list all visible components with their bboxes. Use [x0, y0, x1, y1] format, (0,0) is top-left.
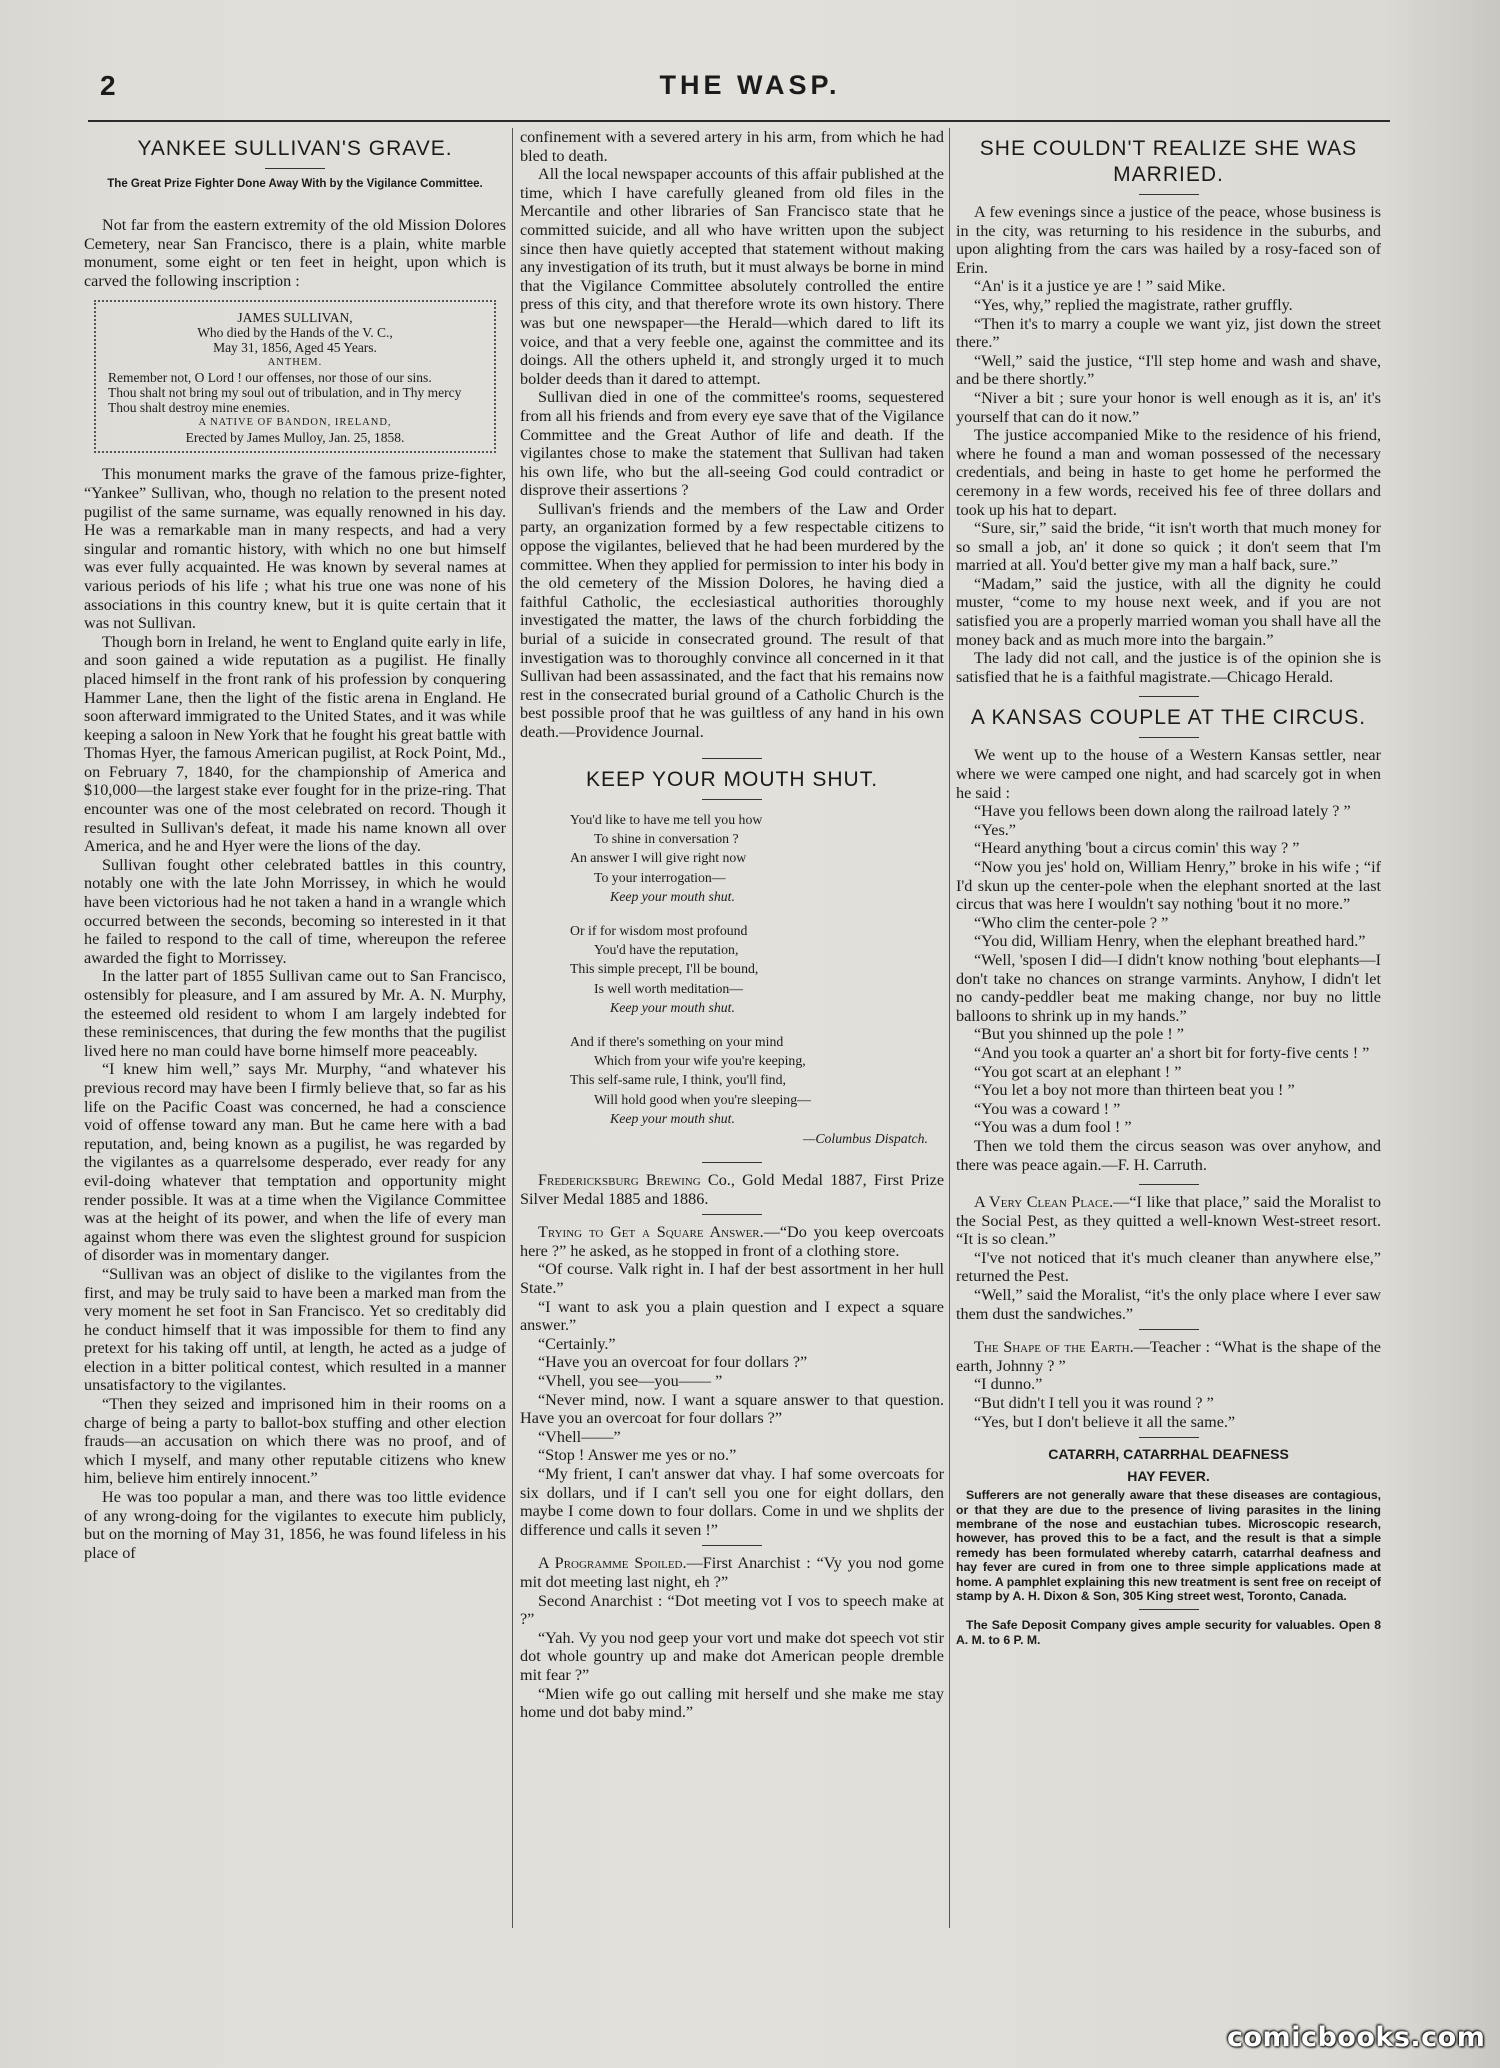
square-answer-item — [520, 1223, 944, 1539]
paragraph: Sullivan fought other celebrated battles in this country, notably one with the late John Morrissey, in which he would have been victorious had he not taken a hand in a wrangle which occurred between the seconds, becoming so interested in it that he failed to respond to the call of time, whereupon the referee awarded the fight to Morrissey. — [84, 855, 506, 967]
paragraph: “And you took a quarter an' a short bit for forty-five cents ! ” — [974, 1043, 1370, 1062]
paragraph: “Heard anything 'bout a circus comin' this way ? ” — [974, 839, 1300, 858]
paragraph: “Of course. Valk right in. I haf der best assortment in her hull State.” — [520, 1260, 944, 1298]
kansas-title: A KANSAS COUPLE AT THE CIRCUS. — [970, 706, 1367, 730]
safe-deposit-ad — [956, 1618, 1381, 1647]
poem-line: An answer I will give right now — [570, 850, 747, 866]
poem-line: Is well worth meditation— — [594, 980, 744, 996]
paragraph: The lady did not call, and the justice is of the opinion she is satisfied that he is a faithful magistrate.—Chicago Herald. — [956, 649, 1381, 686]
column-divider — [949, 128, 950, 1928]
item-text: —Teacher : “What is the shape of the earth, Johnny ? ” — [956, 1338, 1381, 1375]
inscription-text: Thou shalt not bring my soul out of tribulation, and in Thy mercy Thou shalt destroy mine enemies. — [108, 385, 462, 416]
clean-place-item — [956, 1193, 1381, 1323]
paragraph: “Then they seized and imprisoned him in their rooms on a charge of being a party to ballot-box stuffing and other election frauds—an accusation on which there was no proof, and of which I myself, and many other reputable citizens who knew him, believe him entirely innocent.” — [84, 1395, 506, 1488]
inscription-text: Remember not, O Lord ! our offenses, nor those of our sins. — [108, 370, 432, 386]
item-text: —First Anarchist : “Vy you nod gome mit dot meeting last night, eh ?” — [520, 1554, 944, 1591]
safe-deposit-text: The Safe Deposit Company gives ample security for valuables. Open 8 A. M. to 6 P. M. — [956, 1618, 1381, 1647]
paragraph: “I dunno.” — [974, 1375, 1043, 1394]
paragraph: confinement with a severed artery in his arm, from which he had bled to death. — [520, 128, 944, 165]
paragraph: “Yah. Vy you nod geep your vort und make dot speech vot stir dot whole gountry up and make dot American people dremble mit fear ?” — [520, 1628, 944, 1684]
inscription-erected: Erected by James Mulloy, Jan. 25, 1858. — [185, 430, 405, 446]
inscription-box — [94, 300, 496, 453]
paragraph: Second Anarchist : “Dot meeting vot I vos to speech make at ?” — [520, 1591, 944, 1629]
paragraph: Then we told them the circus season was over anyhow, and there was peace again.—F. H. Carruth. — [956, 1136, 1381, 1174]
paragraph: “Now you jes' hold on, William Henry,” broke in his wife ; “if I'd skun up the center-pole when the elephant snorted at the last circus that was here I wouldn't say nothing 'bout it no more.” — [956, 858, 1381, 914]
inscription-line: May 31, 1856, Aged 45 Years. — [213, 340, 377, 356]
paragraph: “My frient, I can't answer dat vhay. I haf some overcoats for six dollars, und if I can't sell you one for eight dollars, den maybe I come down to four dollars. Come in und we shplits der difference und calls it seven !” — [520, 1465, 944, 1539]
paragraph: “You was a coward ! ” — [974, 1099, 1121, 1118]
paragraph: Sullivan died in one of the committee's rooms, sequestered from all his friends and from every eye save that of the Vigilance Committee and the Great Author of life and death. If the vigilantes chose to make the statement that Sullivan had taken his own life, who but the all-seeing God could contradict or disprove their assertions ? — [520, 388, 944, 500]
brewing-text: Co., Gold Medal 1887, First Prize Silver Medal 1885 and 1886. — [520, 1171, 944, 1208]
paragraph: “Sullivan was an object of dislike to the vigilantes from the first, and may be truly said to have been a marked man from the very moment he set foot in San Francisco. Yet so creditably did he conduct himself that it was impossible for them to find any pretext for his taking off until, at length, he acted as a judge of election in a bitter political contest, which resulted in a manner unsatisfactory to the vigilantes. — [84, 1264, 506, 1395]
item-lead: Trying to Get a Square Answer. — [538, 1223, 764, 1242]
paragraph: “But didn't I tell you it was round ? ” — [974, 1394, 1214, 1413]
header-rule — [88, 120, 1390, 122]
paragraph: “But you shinned up the pole ! ” — [974, 1025, 1184, 1044]
paragraph: Not far from the eastern extremity of the old Mission Dolores Cemetery, near San Francisco, there is a plain, white marble monument, some eight or ten feet in height, upon which is carved the following inscription : — [84, 216, 506, 290]
paragraph: “Have you fellows been down along the railroad lately ? ” — [974, 802, 1351, 821]
kansas-article — [956, 746, 1381, 1174]
paragraph: “I want to ask you a plain question and I expect a square answer.” — [520, 1297, 944, 1335]
title-rule — [1139, 194, 1199, 195]
paragraph: “You was a dum fool ! ” — [974, 1118, 1132, 1137]
poem-line: This simple precept, I'll be bound, — [570, 961, 759, 977]
paragraph: “I've not noticed that it's much cleaner than anywhere else,” returned the Pest. — [956, 1248, 1381, 1286]
section-rule — [1139, 1437, 1199, 1438]
poem-line: You'd like to have me tell you how — [570, 811, 763, 827]
poem — [570, 810, 944, 1149]
poem-refrain: Keep your mouth shut. — [610, 1111, 735, 1127]
paragraph: “Who clim the center-pole ? ” — [974, 913, 1169, 932]
title-rule — [265, 168, 325, 169]
paragraph: “Vhell——” — [538, 1427, 621, 1446]
poem-line: This self-same rule, I think, you'll find, — [570, 1072, 786, 1088]
brewing-notice — [520, 1171, 944, 1208]
paragraph: “Well,” said the Moralist, “it's the only place where I ever saw them dust the sandwiches.” — [956, 1286, 1381, 1323]
paragraph: “You got scart at an elephant ! ” — [974, 1062, 1182, 1081]
article-title: YANKEE SULLIVAN'S GRAVE. — [137, 137, 453, 160]
paragraph: We went up to the house of a Western Kansas settler, near where we were camped one night, and had scarcely got in when he said : — [956, 746, 1381, 802]
poem-line: To your interrogation— — [594, 869, 726, 885]
inscription-native: A NATIVE OF BANDON, IRELAND, — [198, 417, 392, 429]
paragraph: “Then it's to marry a couple we want yiz, jist down the street there.” — [956, 314, 1381, 352]
paragraph: “Madam,” said the justice, with all the dignity he could muster, “come to my house next week, and if you are not satisfied you are a properly married woman you shall have all the money back and as much more into the bargain.” — [956, 574, 1381, 649]
article-subtitle: The Great Prize Fighter Done Away With by the Vigilance Committee. — [107, 178, 483, 190]
article-body — [84, 465, 506, 1562]
paragraph: “Have you an overcoat for four dollars ?” — [538, 1353, 808, 1372]
section-rule — [702, 1214, 762, 1215]
married-title: SHE COULDN'T REALIZE SHE WAS MARRIED. — [979, 137, 1358, 186]
masthead: THE WASP. — [659, 70, 841, 100]
paragraph: The justice accompanied Mike to the residence of his friend, where he found a man and woman possessed of the necessary credentials, and being in haste to get home he performed the ceremony in a few words, received his fee of three dollars and took up his hat to depart. — [956, 426, 1381, 519]
poem-refrain: Keep your mouth shut. — [610, 1000, 735, 1016]
paragraph: “Yes.” — [974, 820, 1016, 839]
paragraph: “You let a boy not more than thirteen beat you ! ” — [974, 1081, 1295, 1100]
catarrh-text: Sufferers are not generally aware that these diseases are contagious, or that they are due to the presence of living parasites in the lining membrane of the nose and eustachian tubes. Microscopic research, however, has proved this to be a fact, and the result is that a simple remedy has been formulated whereby catarrh, catarrhal deafness and hay fever are cured in from one to three simple applications made at home. A pamphlet explaining this new treatment is sent free on receipt of stamp by A. H. Dixon & Son, 305 King street west, Toronto, Canada. — [956, 1488, 1381, 1604]
poem-line: Which from your wife you're keeping, — [594, 1053, 806, 1069]
section-rule — [702, 1545, 762, 1546]
paragraph: Sullivan's friends and the members of the Law and Order party, an organization formed by a few respectable citizens to oppose the vigilantes, believed that he had been murdered by the committee. When they applied for permission to inter his body in the old cemetery of the Mission Dolores, he having died a faithful Catholic, the ecclesiastical authorities thoroughly investigated the matter, the laws of the church forbidding the burial of a suicide in consecrated ground. The result of that investigation was to thoroughly convince all concerned in it that Sullivan had been assassinated, and the fact that his remains now rest in the consecrated burial ground of a Catholic Church is the best possible proof that he was guiltless of any hand in his own death.—Providence Journal. — [520, 499, 944, 741]
column-divider — [512, 128, 513, 1928]
poem-line: Will hold good when you're sleeping— — [594, 1091, 811, 1107]
item-lead: A Programme Spoiled. — [538, 1554, 687, 1573]
paragraph: “Well,” said the justice, “I'll step home and wash and shave, and be there shortly.” — [956, 351, 1381, 389]
column-1 — [84, 128, 506, 2068]
section-rule — [1139, 1609, 1199, 1610]
married-article — [956, 203, 1381, 686]
title-rule — [702, 799, 762, 800]
paragraph: “An' is it a justice ye are ! ” said Mike. — [974, 277, 1226, 296]
paragraph: “You did, William Henry, when the elephant breathed hard.” — [974, 932, 1366, 951]
paragraph — [520, 1223, 944, 1260]
section-rule — [702, 758, 762, 759]
page-number: 2 — [100, 70, 116, 101]
paragraph: “Never mind, now. I want a square answer to that question. Have you an overcoat for four dollars ?” — [520, 1390, 944, 1428]
poem-line: Or if for wisdom most profound — [570, 922, 748, 938]
catarrh-title: CATARRH, CATARRHAL DEAFNESS — [1048, 1446, 1289, 1463]
paragraph — [956, 1338, 1381, 1375]
brewing-lead: Fredericksburg Brewing — [538, 1171, 701, 1190]
item-text: —“Do you keep overcoats here ?” he asked, as he stopped in front of a clothing store. — [520, 1223, 944, 1260]
inscription-line: Who died by the Hands of the V. C., — [197, 325, 393, 341]
section-rule — [1139, 1184, 1199, 1185]
paragraph: “Mien wife go out calling mit herself und she make me stay home und dot baby mind.” — [520, 1684, 944, 1722]
paragraph: A few evenings since a justice of the peace, whose business is in the city, was returning to his residence in the suburbs, and upon alighting from the cars was hailed by a rosy-faced son of Erin. — [956, 203, 1381, 277]
paragraph: “Niver a bit ; sure your honor is well enough as it is, an' it's yourself that can do it now.” — [956, 388, 1381, 426]
paragraph: Though born in Ireland, he went to England quite early in life, and soon gained a wide reputation as a pugilist. He finally placed himself in the front rank of his profession by conquering Hammer Lane, then the light of the fistic arena in England. He soon afterward immigrated to the United States, and it was while keeping a saloon in New York that he fought his great battle with Thomas Hyer, the famous American pugilist, at Rock Point, Md., on February 7, 1840, for the championship of America and $10,000—the largest stake ever fought for in the prize-ring. That encounter was one of the most celebrated on record. Though it resulted in Sullivan's defeat, it made his name known all over America, and he and Hyer were the lions of the day. — [84, 632, 506, 856]
poem-line: And if there's something on your mind — [570, 1033, 784, 1049]
programme-item — [520, 1554, 944, 1721]
paragraph: “Yes, but I don't believe it all the same.” — [974, 1412, 1236, 1431]
section-rule — [1139, 1329, 1199, 1330]
paragraph — [956, 1193, 1381, 1249]
section-rule — [702, 1162, 762, 1163]
inscription-name: JAMES SULLIVAN, — [237, 310, 353, 326]
paragraph — [520, 1554, 944, 1591]
catarrh-ad — [956, 1488, 1381, 1603]
item-lead: A Very Clean Place. — [974, 1193, 1114, 1212]
paragraph: All the local newspaper accounts of this affair published at the time, which I have carefully gleaned from old files in the Mercantile and other libraries of San Francisco state that he committed suicide, and all who have written upon the subject since then have quietly accepted that statement without making any investigation of its truth, but it must always be borne in mind that the Vigilance Committee absolutely controlled the entire press of this city, and that therefore wrote its own history. There was but one newspaper—the Herald—which dared to lift its voice, and that a very feeble one, against the committee and its doings. All the others upheld it, and strongly urged it to much bolder deeds than it dared to attempt. — [520, 165, 944, 388]
poem-title: KEEP YOUR MOUTH SHUT. — [585, 767, 879, 791]
column-2 — [520, 128, 944, 2068]
stanza-break — [570, 907, 944, 921]
column-3 — [956, 128, 1381, 2068]
poem-refrain: Keep your mouth shut. — [610, 889, 735, 905]
item-lead: The Shape of the Earth. — [974, 1338, 1134, 1357]
paragraph: “Vhell, you see—you—— ” — [538, 1372, 723, 1391]
paragraph: This monument marks the grave of the famous prize-fighter, “Yankee” Sullivan, who, though no relation to the present noted pugilist of the same surname, was equally renowned in his day. He was a remarkable man in many respects, and had a very singular and romantic history, with which no one but himself was ever fully acquainted. He was known by several names at various periods of his life ; what his true one was none of his associations in this country knew, but it is quite certain that it was not Sullivan. — [84, 465, 506, 633]
catarrh-subtitle: HAY FEVER. — [1127, 1468, 1210, 1485]
section-rule — [1139, 696, 1199, 697]
stanza-break — [570, 1018, 944, 1032]
inscription-anthem: ANTHEM. — [267, 357, 323, 369]
paragraph: “Stop ! Answer me yes or no.” — [538, 1446, 737, 1465]
earth-shape-item — [956, 1338, 1381, 1431]
poem-line: To shine in conversation ? — [594, 831, 739, 846]
paragraph: “Yes, why,” replied the magistrate, rather gruffly. — [974, 295, 1293, 314]
paragraph: “Certainly.” — [538, 1334, 616, 1353]
poem-line: You'd have the reputation, — [594, 942, 739, 958]
article-body-continued — [520, 128, 944, 742]
paragraph: He was too popular a man, and there was too little evidence of any wrong-doing for the vigilantes to execute him publicly, but on the morning of May 31, 1856, he was found lifeless in his place of — [84, 1488, 506, 1562]
paragraph: “Sure, sir,” said the bride, “it isn't worth that much money for so small a job, an' it done so quick ; it don't seem that I'm married at all. You'd better give my man a half back, sure.” — [956, 519, 1381, 575]
paragraph: “I knew him well,” says Mr. Murphy, “and whatever his previous record may have been I firmly believe that, so far as his life on the Pacific Coast was concerned, he had a conscience void of offense toward any man. But he came here with a bad reputation, and, being known as a pugilist, he was regarded by the vigilantes as a quarrelsome desperado, ever ready for any evil-doing whatever that temptation and opportunity might render possible. It was at a time when the Vigilance Committee was at the height of its power, and when the life of every man against whom there was even the slightest ground for suspicion of disorder was in momentary danger. — [84, 1060, 506, 1265]
title-rule — [1139, 737, 1199, 738]
paragraph: In the latter part of 1855 Sullivan came out to San Francisco, ostensibly for pleasure, and I am assured by Mr. A. N. Murphy, the esteemed old resident to whom I am largely indebted for these reminiscences, that during the few months that the pugilist lived here no man could have borne himself more peaceably. — [84, 967, 506, 1060]
item-text: —“I like that place,” said the Moralist to the Social Pest, as they quitted a well-known West-street resort. “It is so clean.” — [956, 1193, 1381, 1249]
paragraph: “Well, 'sposen I did—I didn't know nothing 'bout elephants—I don't take no chances on strange varmints. Anyhow, I didn't let no candy-peddler beat me making change, nor buy no little balloons to shrink up in my hands.” — [956, 950, 1381, 1025]
poem-attribution: —Columbus Dispatch. — [803, 1130, 928, 1146]
watermark: comicbooks.com — [1227, 2022, 1486, 2053]
